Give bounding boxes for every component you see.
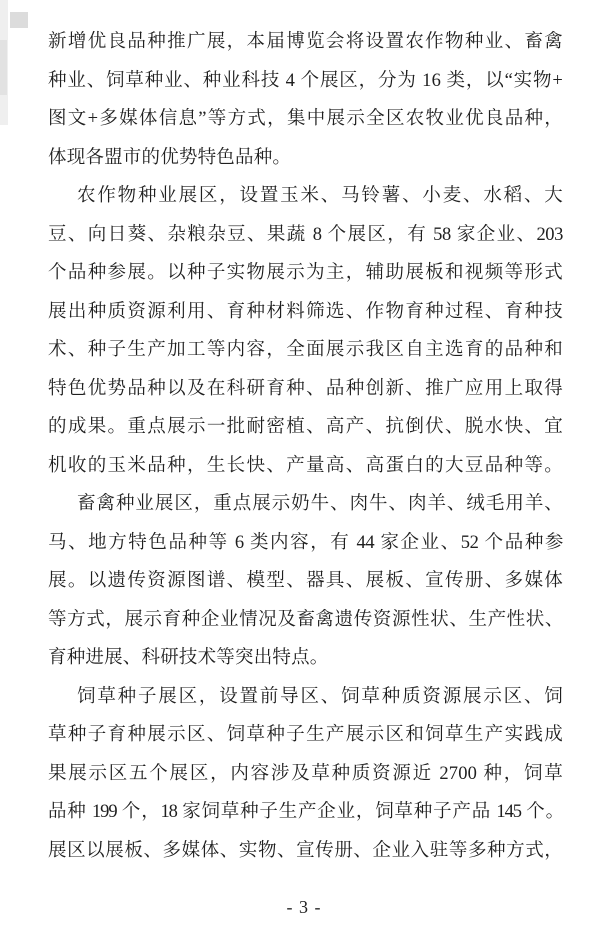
text-line: 的成果。重点展示一批耐密植、高产、抗倒伏、脱水快、宜 bbox=[48, 417, 563, 437]
text-line: 展出种质资源利用、育种材料筛选、作物育种过程、育种技 bbox=[48, 301, 563, 322]
text-line: 农作物种业展区，设置玉米、马铃薯、小麦、水稻、大 bbox=[77, 186, 563, 206]
text-line: 机收的玉米品种，生长快、产量高、高蛋白的大豆品种等。 bbox=[48, 455, 563, 476]
text-line: 草种子育种展示区、饲草种子生产展示区和饲草生产实践成 bbox=[48, 725, 563, 745]
text-line: 个品种参展。以种子实物展示为主，辅助展板和视频等形式 bbox=[48, 263, 563, 283]
document-body bbox=[48, 23, 563, 870]
text-line: 新增优良品种推广展，本届博览会将设置农作物种业、畜禽 bbox=[48, 32, 563, 52]
page-footer bbox=[0, 897, 608, 918]
text-line: 图文+多媒体信息”等方式，集中展示全区农牧业优良品种， bbox=[48, 109, 563, 129]
text-line: 育种进展、科研技术等突出特点。 bbox=[48, 648, 329, 668]
paragraph bbox=[48, 485, 563, 678]
paragraph bbox=[48, 678, 563, 871]
text-line: 体现各盟市的优势特色品种。 bbox=[48, 147, 292, 168]
text-line: 展区以展板、多媒体、实物、宣传册、企业入驻等多种方式， bbox=[48, 840, 563, 861]
text-line: 果展示区五个展区，内容涉及草种质资源近 2700 种，饲草 bbox=[48, 763, 563, 784]
text-line: 马、地方特色品种等 6 类内容，有 44 家企业、52 个品种参 bbox=[48, 532, 563, 553]
text-line: 品种 199 个，18 家饲草种子生产企业，饲草种子产品 145 个。 bbox=[48, 802, 563, 822]
page-number: - 3 - bbox=[286, 897, 322, 917]
paragraph bbox=[48, 23, 563, 177]
text-line: 术、种子生产加工等内容，全面展示我区自主选育的品种和 bbox=[48, 340, 563, 360]
scan-artifact bbox=[10, 12, 28, 28]
text-line: 畜禽种业展区，重点展示奶牛、肉牛、肉羊、绒毛用羊、 bbox=[77, 494, 563, 514]
text-line: 种业、饲草种业、种业科技 4 个展区，分为 16 类，以“实物+ bbox=[48, 70, 563, 91]
text-line: 饲草种子展区，设置前导区、饲草种质资源展示区、饲 bbox=[77, 686, 563, 707]
text-line: 等方式，展示育种企业情况及畜禽遗传资源性状、生产性状、 bbox=[48, 609, 563, 630]
text-line: 豆、向日葵、杂粮杂豆、果蔬 8 个展区，有 58 家企业、203 bbox=[48, 224, 563, 245]
paragraph bbox=[48, 177, 563, 485]
scan-artifact bbox=[0, 40, 7, 95]
text-line: 特色优势品种以及在科研育种、品种创新、推广应用上取得 bbox=[48, 378, 563, 399]
text-line: 展。以遗传资源图谱、模型、器具、展板、宣传册、多媒体 bbox=[48, 571, 563, 591]
